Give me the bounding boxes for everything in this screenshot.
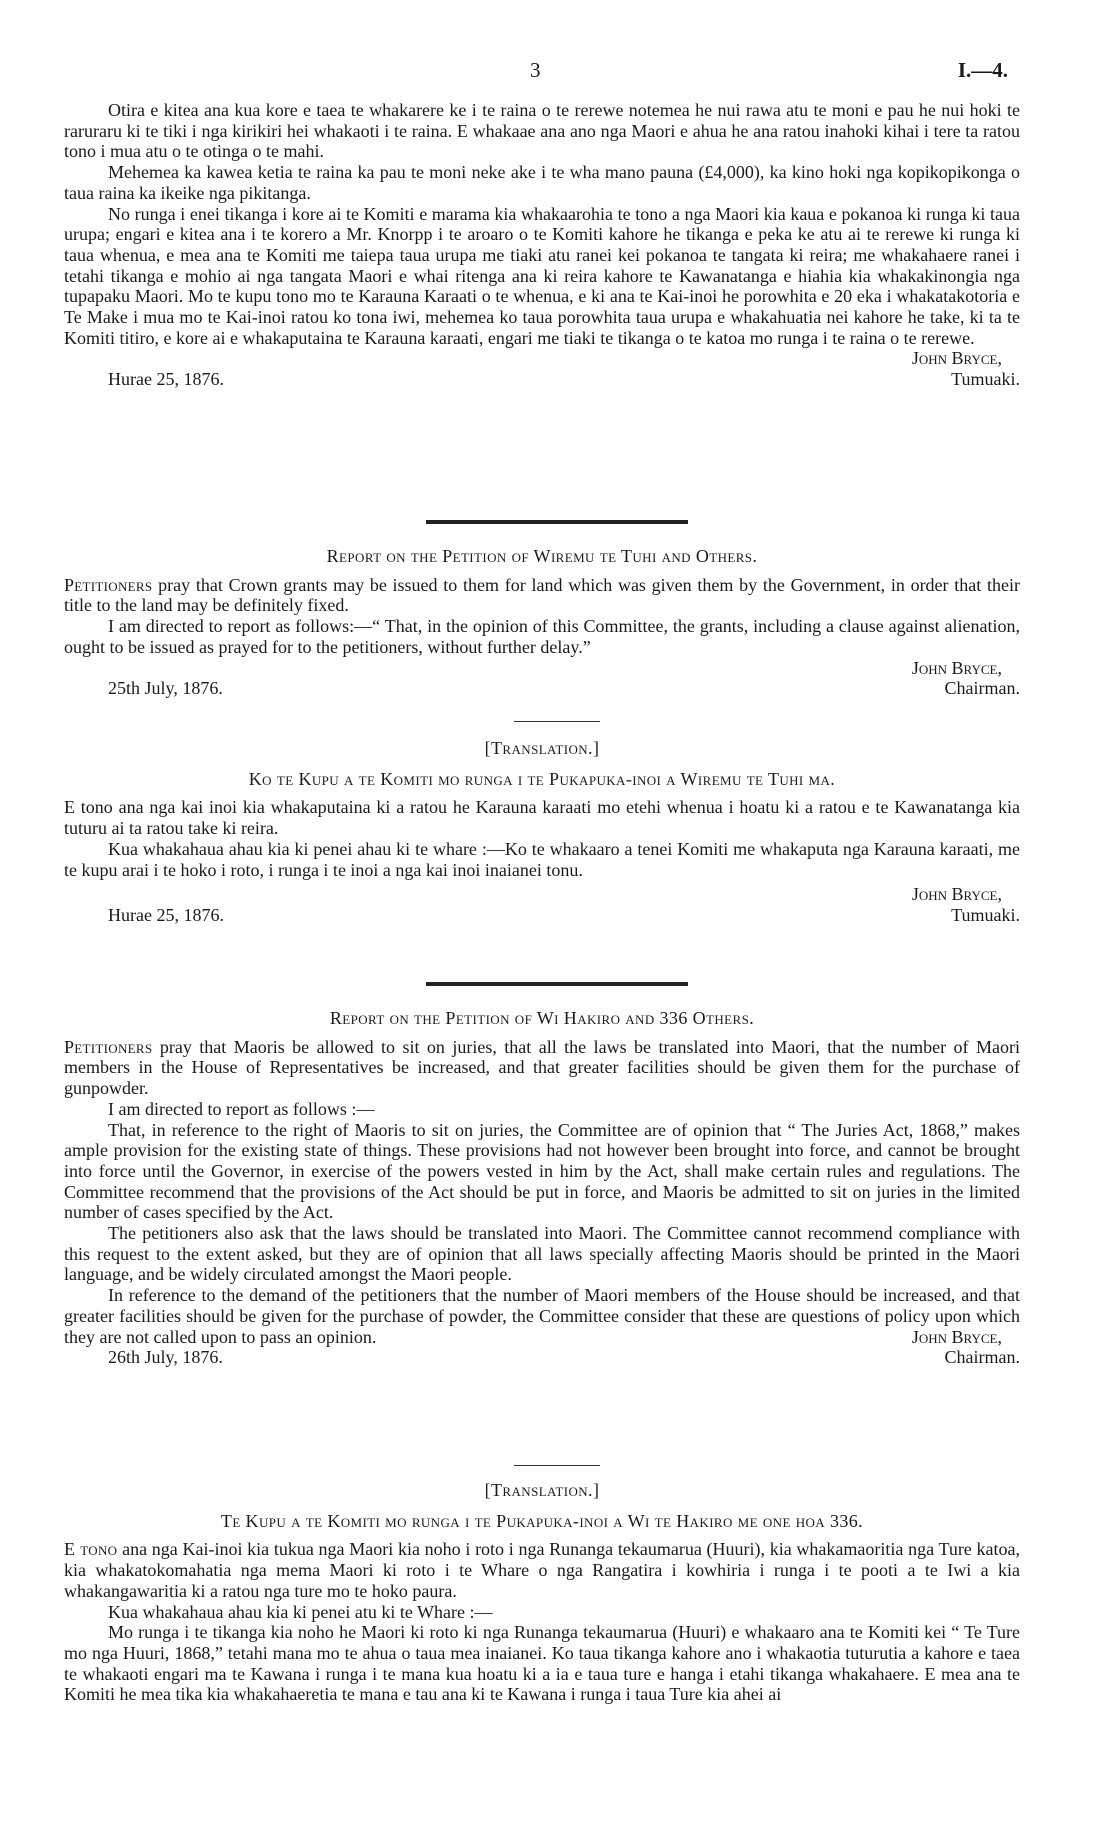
paragraph: I am directed to report as follows:—“ That, in the opinion of this Committee, the grants, including a clause against alienation, ought to be issued as prayed for to the petitioners, without further delay.” (64, 616, 1020, 657)
lead-word: Petitioners (64, 574, 153, 595)
paragraph: The petitioners also ask that the laws should be translated into Maori. The Committee cannot recommend compliance with this request to the extent asked, but they are of opinion that all laws specially affecting Maoris should be printed in the Maori language, and be widely circulated amongst the Maori people. (64, 1223, 1020, 1285)
section-divider (426, 520, 688, 524)
document-reference: I.—4. (957, 58, 1008, 82)
date: 25th July, 1876. (108, 678, 223, 699)
signature-role: Chairman. (944, 678, 1020, 699)
paragraph-text: pray that Crown grants may be issued to them for land which was given them by the Government, in order that their title to the land may be definitely fixed. (64, 574, 1020, 616)
translation-label: [Translation.] (484, 738, 600, 758)
paragraph-text: pray that Maoris be allowed to sit on juries, that all the laws be translated into Maori, that the number of Maori members in the House of Representatives be increased, and that greater facilities should be given them for the purchase of gunpowder. (64, 1036, 1020, 1099)
signature-name: John Bryce, (911, 1326, 1002, 1347)
paragraph: Kua whakahaua ahau kia ki penei ahau ki te whare :—Ko te whakaaro a tenei Komiti me whakaputa nga Karauna karaati, me te kupu arai i te hoko i roto, i runga i te inoi a nga kai inoi inaianei tonu. (64, 838, 1020, 880)
paragraph: E tono ana nga kai inoi kia whakaputaina ki a ratou he Karauna karaati mo etehi whenua i hoatu ki a ratou e te Kawanatanga kia tuturu ai ta ratou take ki reira. (64, 797, 1020, 839)
paragraph (64, 1037, 1020, 1099)
paragraph: Otira e kitea ana kua kore e taea te whakarere ke i te raina o te rerewe notemea he nui rawa atu te moni e pau he nui hoki te raruraru ki te tiki i nga kirikiri hei whakaoti i te raina. E whakaae ana ano nga Maori e ahua he ana ratou inahoki kihai i tere ta ratou tono i mua atu o te otinga o te mahi. (64, 100, 1020, 162)
paragraph: Mo runga i te tikanga kia noho he Maori ki roto ki nga Runanga tekaumarua (Huuri) e whakaaro ana te Komiti kei “ Te Ture mo nga Huuri, 1868,” tetahi mana mo te ahua o taua mea inaianei. Ko taua tikanga kahore ano i whakaotia tuturutia a kahore e taea te whakaoti engari ma te Kawana i runga i te mana kua hoatu ki a ia e taua ture e hanga i etahi tikanga whakahaere. E mea ana te Komiti he mea tika kia whakahaeretia te mana e tau ana ki te Kawana i runga i taua Ture kia ahei ai (64, 1622, 1020, 1705)
date: 26th July, 1876. (108, 1347, 223, 1368)
date: Hurae 25, 1876. (108, 904, 224, 925)
section-translation-wiremu (64, 738, 1020, 926)
date: Hurae 25, 1876. (108, 369, 224, 390)
paragraph-text: ana nga Kai-inoi kia tukua nga Maori kia noho i roto i nga Runanga tekaumarua (Huuri), kia whakamaoritia nga Ture katoa, kia whakatokomahatia nga mema Maori ki roto i te Whare o nga Rangatira i kowhiria i runga i te pooti a te Iwi a kia whakangawaritia ki a ratou nga ture mo te hoko paura. (64, 1539, 1020, 1601)
paragraph: In reference to the demand of the petitioners that the number of Maori members of the House should be increased, and that greater facilities should be given for the purchase of powder, the Committee consider that these are questions of policy upon which they are not called upon to pass an opinion. (64, 1285, 1020, 1347)
date-role-row (64, 905, 1020, 926)
paragraph: I am directed to report as follows :— (108, 1098, 375, 1119)
signature-role: Tumuaki. (951, 904, 1020, 925)
section-title: Report on the Petition of Wi Hakiro and 336 Others. (329, 1008, 755, 1028)
translation-label: [Translation.] (484, 1480, 600, 1500)
date-role-row (64, 1347, 1020, 1368)
paragraph (64, 1539, 1020, 1601)
section-divider (514, 721, 600, 722)
date-role-row (64, 678, 1020, 699)
date-role-row (64, 369, 1020, 390)
signature-name: John Bryce, (911, 884, 1002, 905)
lead-word: E tono (64, 1539, 118, 1560)
section-title: Te Kupu a te Komiti mo runga i te Pukapuka-inoi a Wi te Hakiro me one hoa 336. (220, 1510, 864, 1531)
paragraph (64, 575, 1020, 616)
paragraph: No runga i enei tikanga i kore ai te Komiti e marama kia whakaarohia te tono a nga Maori kia kaua e pokanoa ki runga ki taua urupa; engari e kitea ana i te korero a Mr. Knorpp i te aroaro o te Komiti kahore he tikanga e peka ke atu ai te rerewe ki runga ki taua whenua, e mea ana te Komiti me taiepa taua urupa me tiaki atu ranei kei pokanoa te tangata ki reira; me whakahaere ranei i tetahi tikanga e mohio ai nga tangata Maori e whai ritenga ana ki reira kahore te Kawanatanga e hiahia kia whakakinongia nga tupapaku Maori. Mo te kupu tono mo te Karauna Karaati o te whenua, e ki ana te Kai-inoi he porowhita e 20 eka i whakatakotoria e Te Make i mua mo te Kai-inoi ratou ko tona iwi, mehemea ko taua porowhita taua urupa e whakahuatia nei kahore he take, ki ta te Komiti titiro, e kore ai e whakaputaina te Karauna karaati, engari me tiaki te tikanga o te katoa mo runga i te raina o te rerewe. (64, 203, 1020, 348)
paragraph: Kua whakahaua ahau kia ki penei atu ki te Whare :— (108, 1601, 493, 1622)
section-title: Ko te Kupu a te Komiti mo runga i te Pukapuka-inoi a Wiremu te Tuhi ma. (248, 768, 836, 789)
lead-word: Petitioners (64, 1036, 153, 1057)
section-report-wiremu (64, 546, 1020, 699)
page-number: 3 (530, 58, 541, 82)
section-divider (426, 982, 688, 986)
signature-name: John Bryce, (911, 657, 1002, 678)
paragraph: Mehemea ka kawea ketia te raina ka pau te moni neke ake i te wha mano pauna (£4,000), ka kino hoki nga kopikopikonga o taua raina ka ikeike nga pikitanga. (64, 162, 1020, 203)
signature-role: Tumuaki. (951, 369, 1020, 390)
signature-role: Chairman. (944, 1347, 1020, 1368)
section-translation-wi-hakiro (64, 1480, 1020, 1705)
section-divider (514, 1465, 600, 1466)
section-report-wi-hakiro (64, 1008, 1020, 1368)
section-continuation (64, 100, 1020, 390)
paragraph: That, in reference to the right of Maoris to sit on juries, the Committee are of opinion that “ The Juries Act, 1868,” makes ample provision for the existing state of things. These provisions had not however been brought into force, and cannot be brought into force until the Governor, in exercise of the powers vested in him by the Act, shall make certain rules and regulations. The Committee recommend that the provisions of the Act should be put in force, and Maoris be admitted to sit on juries in the limited number of cases specified by the Act. (64, 1119, 1020, 1223)
signature-name: John Bryce, (911, 348, 1002, 369)
section-title: Report on the Petition of Wiremu te Tuhi and Others. (326, 546, 758, 566)
